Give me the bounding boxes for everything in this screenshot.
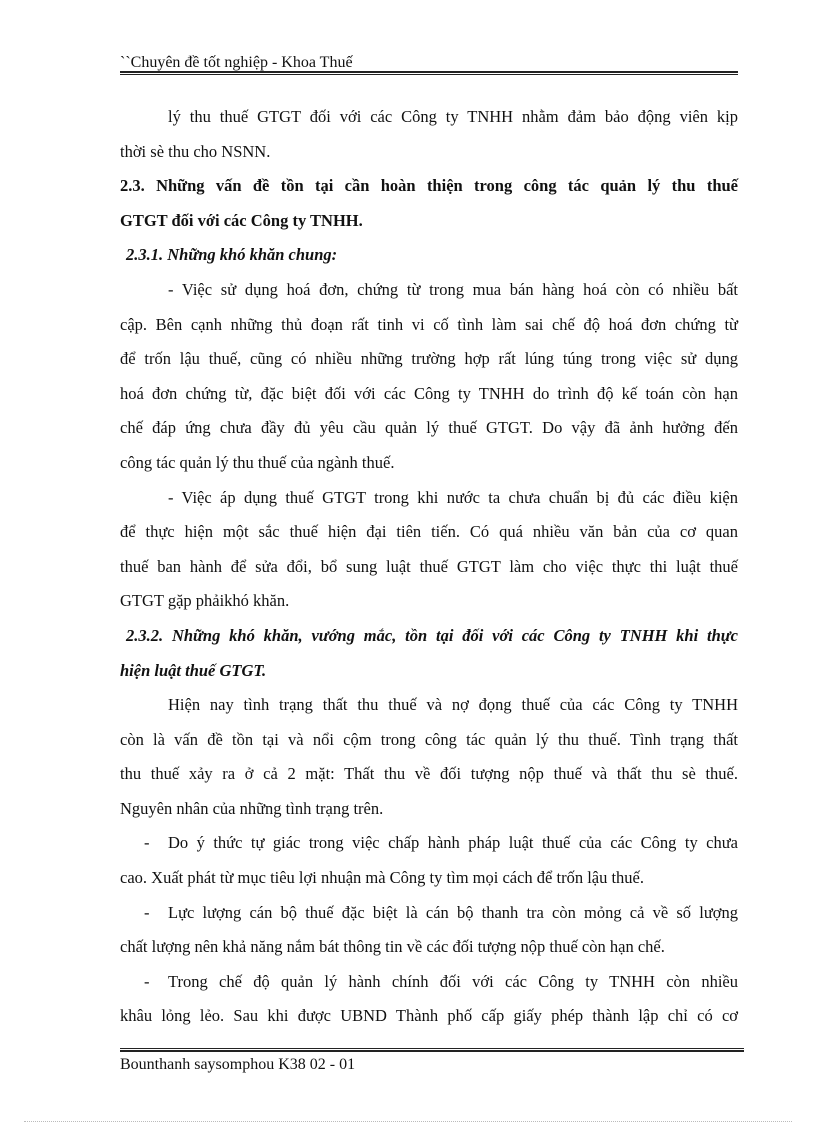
body-line: - Việc sử dụng hoá đơn, chứng từ trong mua bán hàng hoá còn có nhiều bất (168, 279, 738, 299)
body-line: thuế ban hành để sửa đổi, bổ sung luật thuế GTGT làm cho việc thực thi luật thuế (120, 556, 738, 576)
header-rule-thin (120, 74, 738, 75)
body-line: khâu lỏng lẻo. Sau khi được UBND Thành phố cấp giấy phép thành lập chỉ có cơ (120, 1006, 738, 1026)
body-line: hoá đơn chứng từ, đặc biệt đối với các Công ty TNHH do trình độ kế toán còn hạn (120, 383, 738, 403)
section-heading-2-3: 2.3. Những vấn đề tồn tại cần hoàn thiện trong công tác quản lý thu thuế (120, 176, 738, 196)
body-line: lý thu thuế GTGT đối với các Công ty TNHH nhằm đảm bảo động viên kịp (168, 107, 738, 126)
body-line: cao. Xuất phát từ mục tiêu lợi nhuận mà Công ty tìm mọi cách để trốn lậu thuế. (120, 868, 645, 888)
body-line: Hiện nay tình trạng thất thu thuế và nợ đọng thuế của các Công ty TNHH (168, 695, 738, 715)
page-footer: Bounthanh saysomphou K38 02 - 01 (120, 1056, 356, 1073)
body-line: thời sè thu cho NSNN. (120, 141, 271, 161)
header-rule-thick (120, 71, 738, 73)
section-heading-2-3-1: 2.3.1. Những khó khăn chung: (126, 245, 338, 265)
body-line: chế đáp ứng chưa đầy đủ yêu cầu quản lý thuế GTGT. Do vậy đã ảnh hưởng đến (120, 418, 738, 438)
footer-rule-thick (120, 1050, 744, 1052)
bullet-item (120, 826, 738, 861)
body-line: để trốn lậu thuế, cũng có nhiều những trường hợp rất lúng túng trong việc sử dụng (120, 349, 738, 369)
bullet-dash: - (144, 833, 150, 853)
body-line: - Việc áp dụng thuế GTGT trong khi nước ta chưa chuẩn bị đủ các điều kiện (168, 487, 738, 507)
page-bottom-edge (24, 1121, 792, 1122)
section-heading-2-3-cont: GTGT đối với các Công ty TNHH. (120, 210, 363, 230)
body-line: công tác quản lý thu thuế của ngành thuế. (120, 452, 395, 472)
bullet-dash: - (144, 971, 150, 991)
bullet-item (120, 896, 738, 931)
body-line: chất lượng nên khả năng nắm bát thông tin về các đối tượng nộp thuế còn hạn chế. (120, 937, 665, 957)
body-line: để thực hiện một sắc thuế hiện đại tiên tiến. Có quá nhiều văn bản của cơ quan (120, 522, 738, 542)
body-line: thu thuế xảy ra ở cả 2 mặt: Thất thu về đối tượng nộp thuế và thất thu sè thuế. (120, 764, 738, 784)
bullet-text: Lực lượng cán bộ thuế đặc biệt là cán bộ thanh tra còn mỏng cả về số lượng (168, 902, 738, 922)
bullet-text: Trong chế độ quản lý hành chính đối với các Công ty TNHH còn nhiều (168, 971, 738, 991)
footer-rule-thin (120, 1048, 744, 1049)
section-heading-2-3-2-cont: hiện luật thuế GTGT. (120, 660, 267, 680)
bullet-dash: - (144, 902, 150, 922)
body-line: cập. Bên cạnh những thủ đoạn rất tinh vi cố tình làm sai chế độ hoá đơn chứng từ (120, 314, 738, 334)
section-heading-2-3-2: 2.3.2. Những khó khăn, vướng mắc, tồn tại đối với các Công ty TNHH khi thực (126, 625, 738, 645)
bullet-text: Do ý thức tự giác trong việc chấp hành pháp luật thuế của các Công ty chưa (168, 833, 738, 853)
body-line: còn là vấn đề tồn tại và nổi cộm trong công tác quản lý thu thuế. Tình trạng thất (120, 729, 738, 749)
body-line: GTGT gặp phảikhó khăn. (120, 591, 290, 611)
bullet-item (120, 965, 738, 1000)
page-header: ``Chuyên đề tốt nghiệp - Khoa Thuế (120, 54, 353, 71)
body-line: Nguyên nhân của những tình trạng trên. (120, 798, 384, 818)
document-body (120, 100, 738, 1034)
